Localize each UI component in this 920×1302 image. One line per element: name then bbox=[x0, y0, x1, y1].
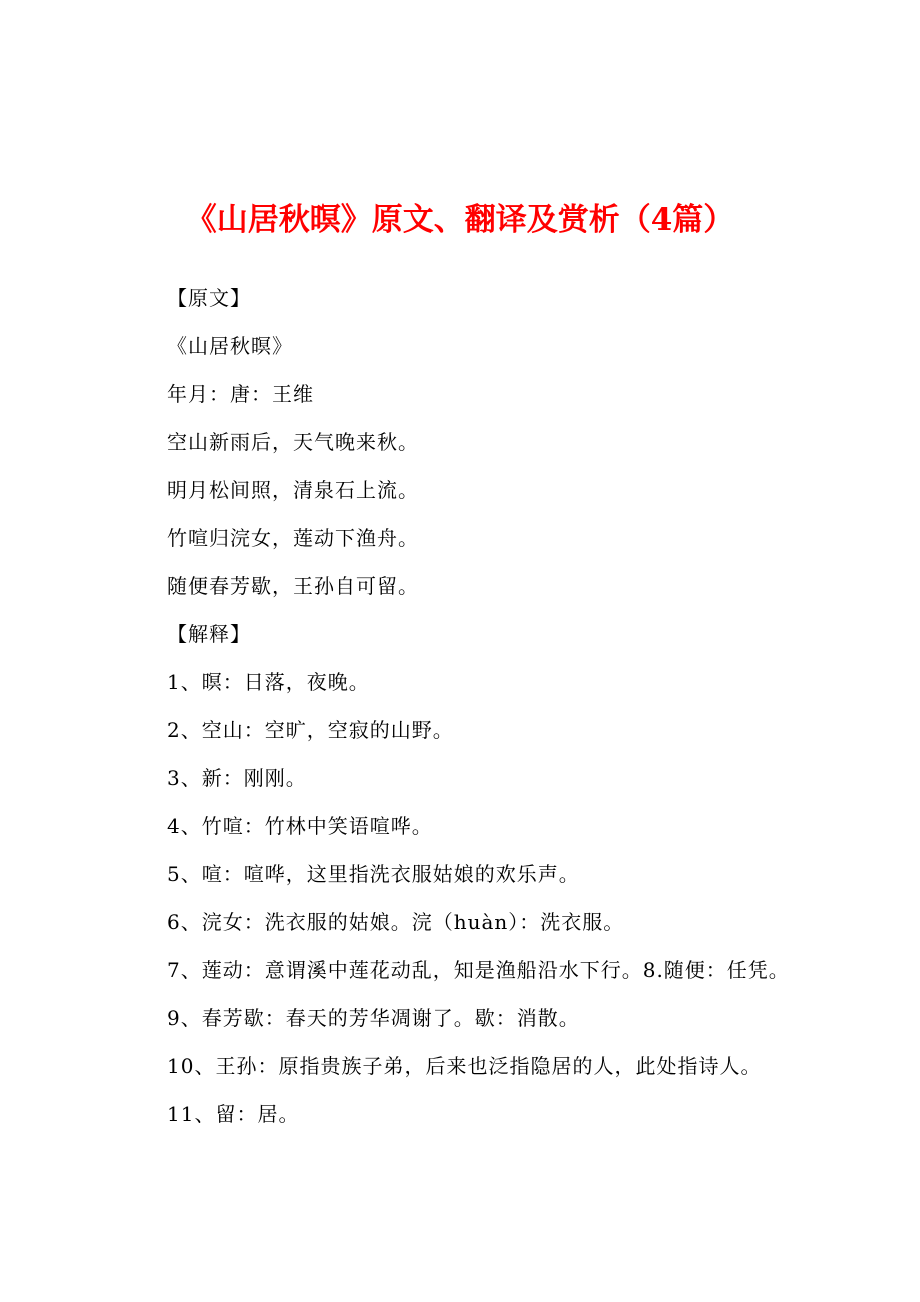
note-item: 7、莲动：意谓溪中莲花动乱，知是渔船沿水下行。8.随便：任凭。 bbox=[167, 958, 790, 982]
note-item: 2、空山：空旷，空寂的山野。 bbox=[167, 718, 454, 742]
note-item: 9、春芳歇：春天的芳华凋谢了。歇：消散。 bbox=[167, 1006, 580, 1030]
note-item: 5、喧：喧哗，这里指洗衣服姑娘的欢乐声。 bbox=[167, 862, 580, 886]
section-heading-original: 【原文】 bbox=[167, 286, 251, 310]
note-item: 11、留：居。 bbox=[167, 1102, 300, 1126]
poem-line: 竹喧归浣女，莲动下渔舟。 bbox=[167, 526, 419, 550]
note-item: 10、王孙：原指贵族子弟，后来也泛指隐居的人，此处指诗人。 bbox=[167, 1054, 762, 1078]
document-title: 《山居秋暝》原文、翻译及赏析（4篇） bbox=[185, 202, 735, 238]
note-item: 6、浣女：洗衣服的姑娘。浣（huàn）：洗衣服。 bbox=[167, 910, 625, 934]
poem-line: 空山新雨后，天气晚来秋。 bbox=[167, 430, 419, 454]
poem-author: 年月：唐：王维 bbox=[167, 382, 314, 406]
note-item: 4、竹喧：竹林中笑语喧哗。 bbox=[167, 814, 433, 838]
note-item: 1、暝：日落，夜晚。 bbox=[167, 670, 370, 694]
poem-line: 随便春芳歇，王孙自可留。 bbox=[167, 574, 419, 598]
poem-line: 明月松间照，清泉石上流。 bbox=[167, 478, 419, 502]
note-item: 3、新：刚刚。 bbox=[167, 766, 307, 790]
document-body bbox=[167, 282, 867, 1146]
section-heading-notes: 【解释】 bbox=[167, 622, 251, 646]
poem-title: 《山居秋暝》 bbox=[167, 334, 293, 358]
